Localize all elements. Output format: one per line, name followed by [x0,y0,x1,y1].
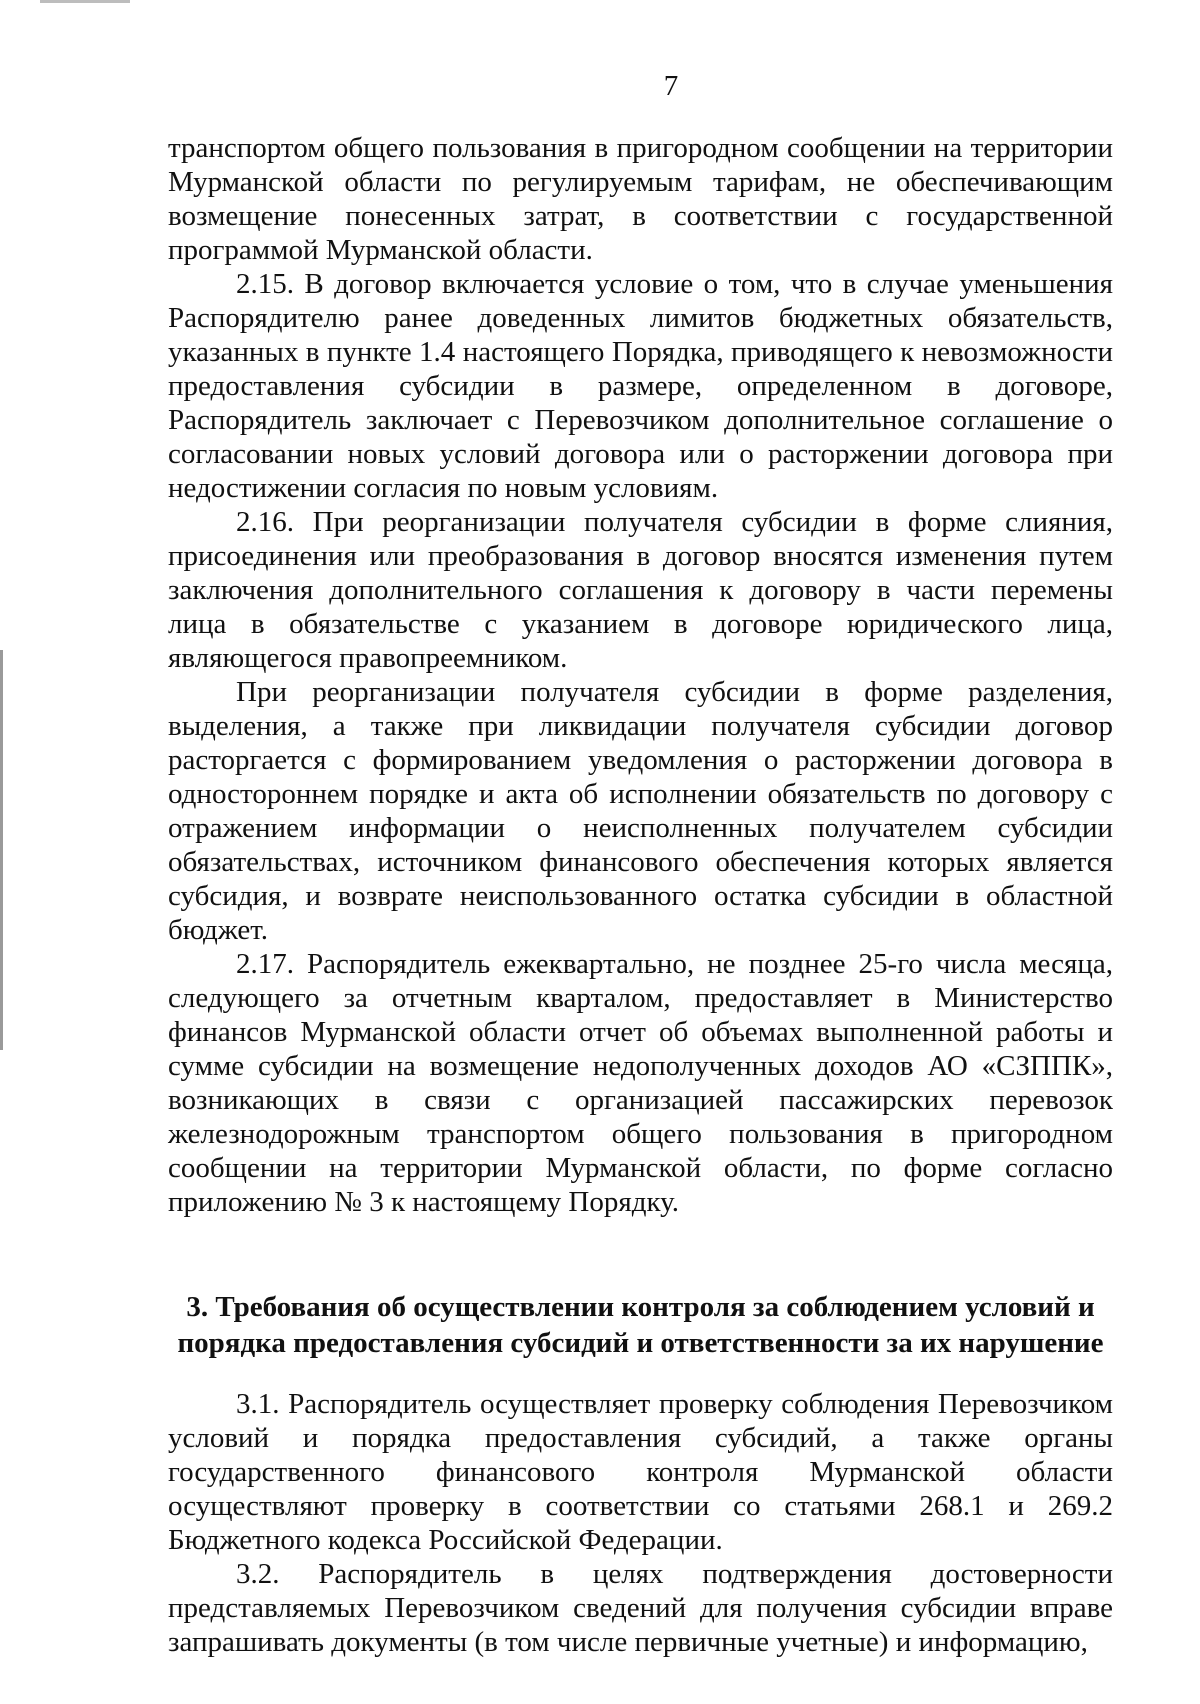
section-3-heading-line-2: порядка предоставления субсидий и ответственности за их нарушение [177,1327,1104,1359]
paragraph-3-1: 3.1. Распорядитель осуществляет проверку соблюдения Перевозчиком условий и порядка предоставления субсидий, а также органы государственного финансового контроля Мурманской области осуществляют проверку в соответствии со статьями 268.1 и 269.2 Бюджетного кодекса Российской Федерации. [168,1388,1113,1556]
page-number: 7 [663,70,679,102]
paragraph-2-17: 2.17. Распорядитель ежеквартально, не позднее 25-го числа месяца, следующего за отчетным кварталом, предоставляет в Министерство финансов Мурманской области отчет об объемах выполненной работы и сумме субсидии на возмещение недополученных доходов АО «СЗППК», возникающих в связи с организацией пассажирских перевозок железнодорожным транспортом общего пользования в пригородном сообщении на территории Мурманской области, по форме согласно приложению № 3 к настоящему Порядку. [168,948,1113,1218]
document-body [168,131,1113,1659]
paragraph-2-15: 2.15. В договор включается условие о том, что в случае уменьшения Распорядителю ранее доведенных лимитов бюджетных обязательств, указанных в пункте 1.4 настоящего Порядка, приводящего к невозможности предоставления субсидии в размере, определенном в договоре, Распорядитель заключает с Перевозчиком дополнительное соглашение о согласовании новых условий договора или о расторжении договора при недостижении согласия по новым условиям. [168,268,1113,504]
scan-artifact-left-edge [0,650,3,1050]
scan-artifact-top [40,0,130,3]
paragraph-2-16-reorganization: При реорганизации получателя субсидии в форме разделения, выделения, а также при ликвидации получателя субсидии договор расторгается с формированием уведомления о расторжении договора в одностороннем порядке и акта об исполнении обязательств по договору с отражением информации о неисполненных получателем субсидии обязательствах, источником финансового обеспечения которых является субсидия, и возврате неиспользованного остатка субсидии в областной бюджет. [168,676,1113,946]
paragraph-3-2: 3.2. Распорядитель в целях подтверждения достоверности представляемых Перевозчиком сведений для получения субсидии вправе запрашивать документы (в том числе первичные учетные) и информацию, [168,1558,1113,1658]
section-3-heading [168,1289,1113,1361]
paragraph-continuation: транспортом общего пользования в пригородном сообщении на территории Мурманской области по регулируемым тарифам, не обеспечивающим возмещение понесенных затрат, в соответствии с государственной программой Мурманской области. [168,132,1113,266]
section-3-heading-line-1: 3. Требования об осуществлении контроля за соблюдением условий и [186,1291,1095,1323]
paragraph-2-16: 2.16. При реорганизации получателя субсидии в форме слияния, присоединения или преобразования в договор вносятся изменения путем заключения дополнительного соглашения к договору в части перемены лица в обязательстве с указанием в договоре юридического лица, являющегося правопреемником. [168,506,1113,674]
